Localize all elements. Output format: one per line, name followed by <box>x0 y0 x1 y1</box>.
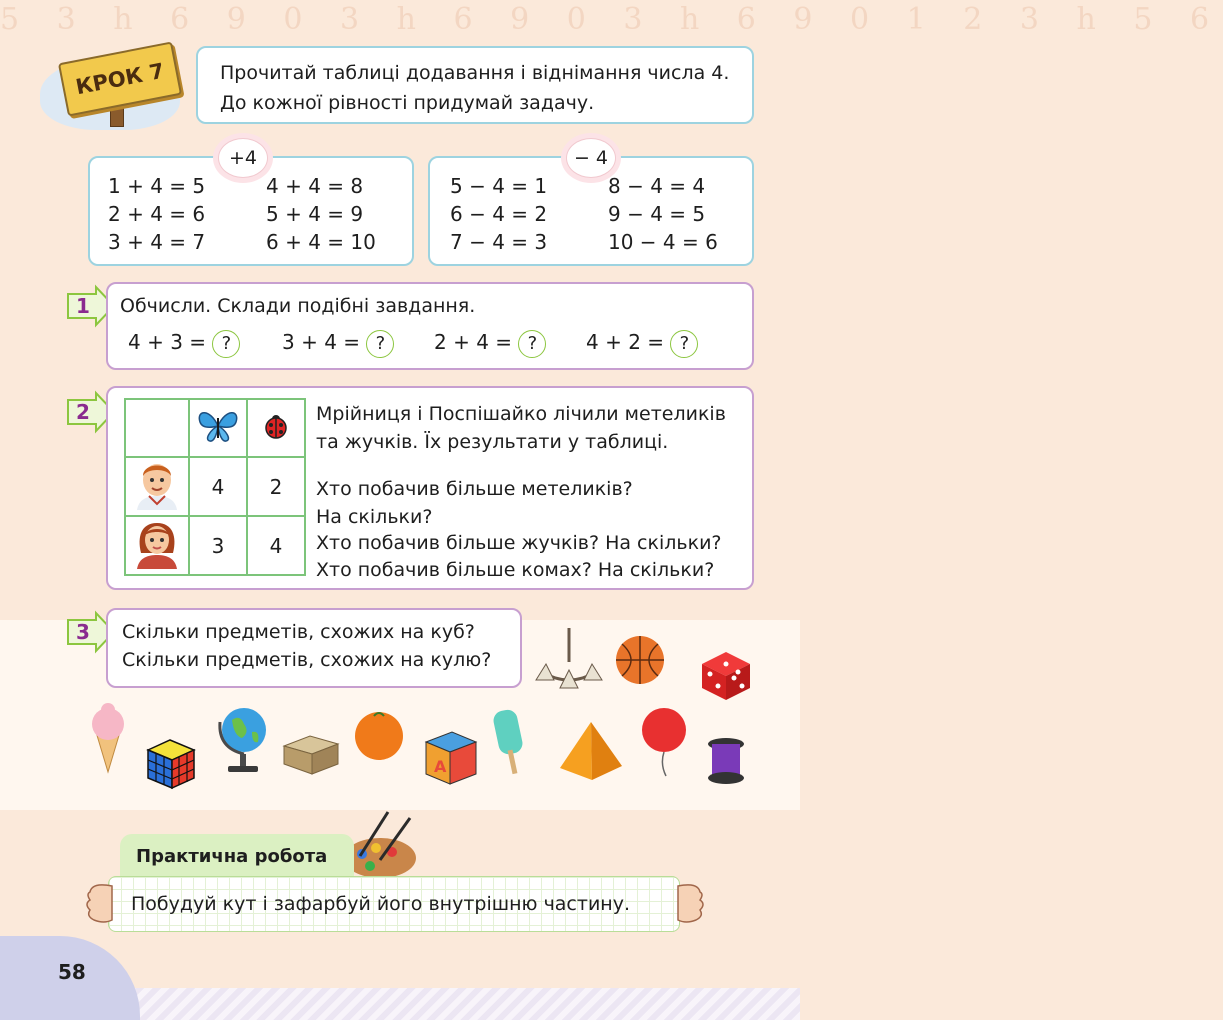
page-number: 58 <box>58 960 86 984</box>
task-3-box <box>106 608 522 688</box>
ice-cream-icon <box>86 702 130 774</box>
expression: 3 + 4 = <box>282 330 361 354</box>
empty-cell <box>125 399 189 457</box>
globe-icon <box>214 702 270 776</box>
intro-line-2: До кожної рівності придумай задачу. <box>220 92 595 114</box>
ladybug-icon <box>247 399 305 457</box>
insect-count-table <box>124 398 306 576</box>
sub-eq-3: 7 − 4 = 3 <box>450 230 548 254</box>
answer-placeholder: ? <box>212 330 240 358</box>
answer-placeholder: ? <box>670 330 698 358</box>
task-2-question-1: Хто побачив більше метеликів? <box>316 478 633 500</box>
intro-box <box>196 46 754 124</box>
task-2-question-2: На скільки? <box>316 506 433 528</box>
boy-butterflies: 4 <box>189 457 247 516</box>
task-3-line-2: Скільки предметів, схожих на кулю? <box>122 649 492 671</box>
girl-butterflies: 3 <box>189 516 247 575</box>
task-1-number: 1 <box>76 294 90 318</box>
task-1-expr-1 <box>128 328 240 358</box>
task-1-expr-2 <box>282 328 394 358</box>
task-2-question-4: Хто побачив більше комах? На скільки? <box>316 559 715 581</box>
task-1-title: Обчисли. Склади подібні завдання. <box>120 295 476 317</box>
task-2-text-1: Мрійниця і Поспішайко лічили метеликів <box>316 403 726 425</box>
sub-eq-1: 5 − 4 = 1 <box>450 174 548 198</box>
task-2-question-3: Хто побачив більше жучків? На скільки? <box>316 532 722 554</box>
sub-eq-5: 9 − 4 = 5 <box>608 202 706 226</box>
sub-eq-4: 8 − 4 = 4 <box>608 174 706 198</box>
pyramid-icon <box>556 720 626 782</box>
add-eq-5: 5 + 4 = 9 <box>266 202 364 226</box>
jewelry-box-icon <box>280 732 342 778</box>
girl-beetles: 4 <box>247 516 305 575</box>
task-3-number: 3 <box>76 620 90 644</box>
answer-placeholder: ? <box>518 330 546 358</box>
add-eq-4: 4 + 4 = 8 <box>266 174 364 198</box>
left-hand-icon <box>84 880 116 928</box>
add-eq-1: 1 + 4 = 5 <box>108 174 206 198</box>
expression: 4 + 3 = <box>128 330 207 354</box>
butterfly-icon <box>189 399 247 457</box>
rubiks-cube-icon <box>144 736 198 790</box>
expression: 2 + 4 = <box>434 330 513 354</box>
step-label: КРОК 7 <box>58 41 182 116</box>
right-hand-icon <box>674 880 706 928</box>
add-eq-6: 6 + 4 = 10 <box>266 230 376 254</box>
balloon-icon <box>638 706 690 778</box>
intro-line-1: Прочитай таблиці додавання і віднімання числа 4. <box>220 62 730 84</box>
plus-four-badge: +4 <box>218 138 268 178</box>
orange-icon <box>352 708 406 762</box>
practice-title: Практична робота <box>120 834 354 878</box>
basketball-icon <box>614 634 666 686</box>
task-1-expr-3 <box>434 328 546 358</box>
answer-placeholder: ? <box>366 330 394 358</box>
page-number-tab <box>0 936 140 1020</box>
add-eq-3: 3 + 4 = 7 <box>108 230 206 254</box>
add-eq-2: 2 + 4 = 6 <box>108 202 206 226</box>
task-2-text-2: та жучків. Їх результати у таблиці. <box>316 431 669 453</box>
letter-block-icon <box>422 728 480 788</box>
task-1-expr-4 <box>586 328 698 358</box>
task-3-line-1: Скільки предметів, схожих на куб? <box>122 621 475 643</box>
svg-text:A: A <box>434 757 447 776</box>
chandelier-icon <box>534 628 604 708</box>
boy-beetles: 2 <box>247 457 305 516</box>
sub-eq-2: 6 − 4 = 2 <box>450 202 548 226</box>
boy-avatar <box>125 457 189 516</box>
sub-eq-6: 10 − 4 = 6 <box>608 230 718 254</box>
thread-spool-icon <box>704 736 750 786</box>
background-digits: 5 3 h 6 9 0 3 h 6 9 0 3 h 6 9 0 1 2 3 h 5 6 <box>0 2 1223 37</box>
girl-avatar <box>125 516 189 575</box>
popsicle-icon <box>490 706 530 776</box>
task-2-number: 2 <box>76 400 90 424</box>
practice-text: Побудуй кут і зафарбуй його внутрішню частину. <box>108 876 680 932</box>
task-1-box <box>106 282 754 370</box>
expression: 4 + 2 = <box>586 330 665 354</box>
minus-four-badge: − 4 <box>566 138 616 178</box>
dice-icon <box>698 648 754 702</box>
